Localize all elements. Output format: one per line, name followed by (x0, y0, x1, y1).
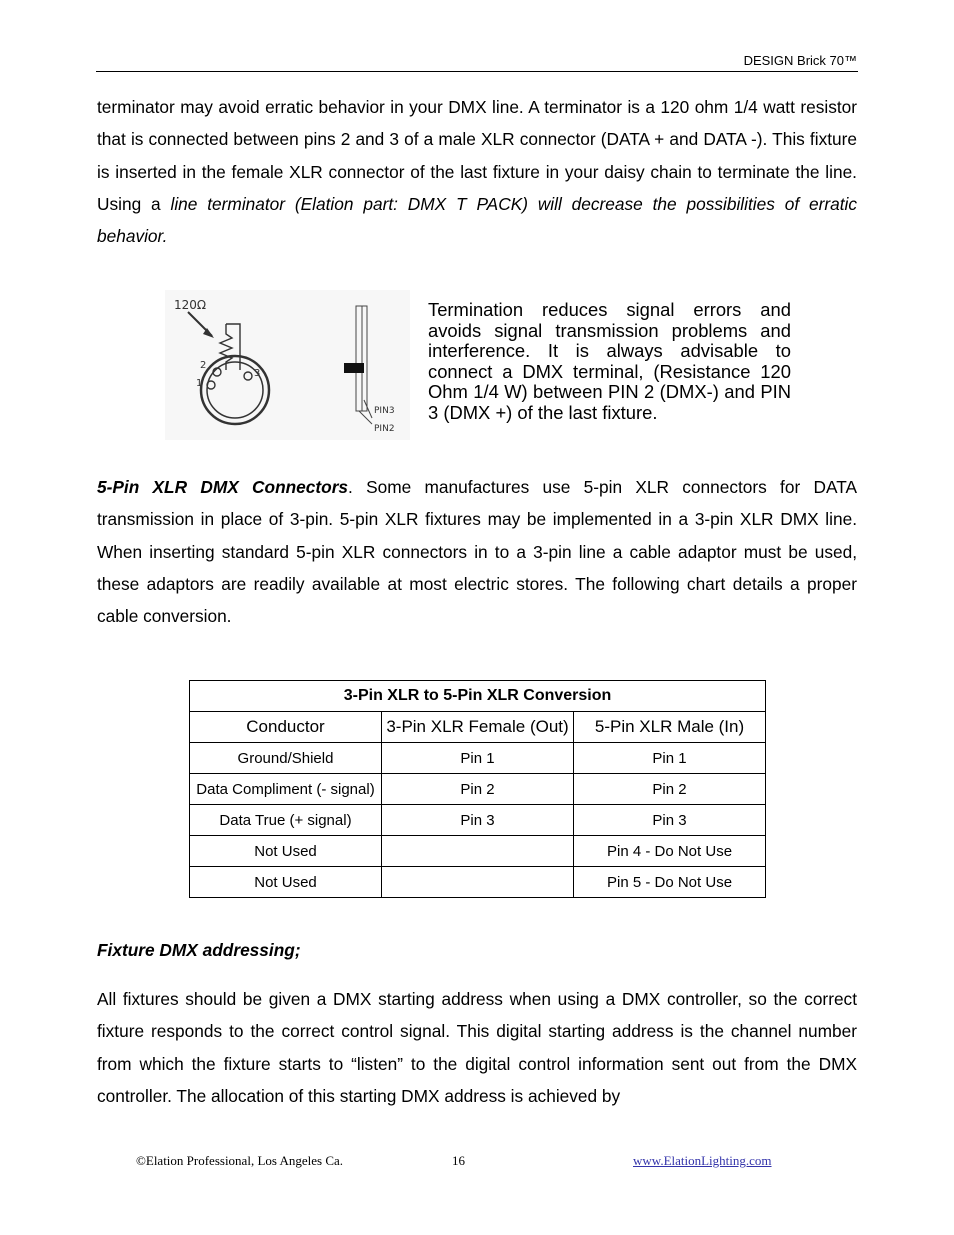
table-cell: Pin 3 (574, 805, 766, 836)
table-cell: Pin 5 - Do Not Use (574, 867, 766, 898)
table-header-row (190, 712, 766, 743)
addressing-heading: Fixture DMX addressing; (97, 940, 301, 960)
header-3pin: 3-Pin XLR Female (Out) (382, 712, 574, 743)
five-pin-paragraph (97, 471, 857, 632)
pin-label-2: 2 (200, 360, 207, 371)
footer-page-number: 16 (452, 1153, 465, 1168)
table-cell: Ground/Shield (190, 743, 382, 774)
table-cell (382, 836, 574, 867)
header-conductor: Conductor (190, 712, 382, 743)
plug-label-pin3: PIN3 (374, 406, 395, 416)
plug-body (344, 363, 364, 373)
intro-paragraph (97, 91, 857, 252)
footer-copyright: ©Elation Professional, Los Angeles Ca. (136, 1153, 344, 1168)
plug-label-pin2: PIN2 (374, 424, 395, 434)
header-title: DESIGN Brick 70™ (743, 53, 857, 68)
intro-text: terminator may avoid erratic behavior in your DMX line. A terminator is a 120 ohm 1/4 watt resistor that is connected between pins 2 and 3 of a male XLR connector (DATA + and DATA -). This fixture is inserted in the female XLR connector of the last fixture in your daisy chain to terminate the line. Using a (97, 97, 857, 214)
table-title: 3-Pin XLR to 5-Pin XLR Conversion (190, 681, 766, 712)
table-cell: Pin 1 (382, 743, 574, 774)
table-row (190, 836, 766, 867)
five-pin-text: . Some manufactures use 5-pin XLR connectors for DATA transmission in place of 3-pin. 5-pin XLR fixtures may be implemented in a 3-pin XLR DMX line. When inserting standard 5-pin XLR connectors in to a 3-pin line a cable adaptor must be used, these adaptors are readily available at most electric stores. The following chart details a proper cable conversion. (97, 477, 857, 627)
pin-label-3: 3 (254, 368, 261, 379)
table-cell: Not Used (190, 836, 382, 867)
termination-caption: Termination reduces signal errors and avoids signal transmission problems and interference. It is always advisable to connect a DMX terminal, (Resistance 120 Ohm 1/4 W) between PIN 2 (DMX-) and PIN 3 (DMX +) of the last fixture. (428, 299, 791, 423)
table-cell (382, 867, 574, 898)
table-cell: Data Compliment (- signal) (190, 774, 382, 805)
table-cell: Pin 2 (382, 774, 574, 805)
table-row (190, 867, 766, 898)
header-divider (96, 71, 858, 72)
header-5pin: 5-Pin XLR Male (In) (574, 712, 766, 743)
termination-figure (160, 290, 800, 440)
addressing-paragraph: All fixtures should be given a DMX starting address when using a DMX controller, so the correct fixture responds to the correct control signal. This digital starting address is the channel number from which the fixture starts to “listen” to the digital control information sent out from the DMX controller. The allocation of this starting DMX address is achieved by (97, 989, 857, 1106)
xlr-terminator-drawing (160, 290, 420, 440)
table-cell: Pin 3 (382, 805, 574, 836)
table-cell: Not Used (190, 867, 382, 898)
table-row (190, 743, 766, 774)
table-title-row (190, 681, 766, 712)
table-cell: Pin 4 - Do Not Use (574, 836, 766, 867)
intro-italic-text: line terminator (Elation part: DMX T PACK) will decrease the possibilities of erratic behavior. (97, 193, 857, 247)
table-cell: Pin 1 (574, 743, 766, 774)
conversion-table (189, 680, 766, 898)
table-row (190, 774, 766, 805)
table-cell: Pin 2 (574, 774, 766, 805)
table-cell: Data True (+ signal) (190, 805, 382, 836)
table-row (190, 805, 766, 836)
footer-website-link[interactable]: www.ElationLighting.com (633, 1153, 772, 1168)
resistor-label: 120Ω (174, 298, 207, 312)
five-pin-lead: 5-Pin XLR DMX Connectors (97, 477, 349, 497)
pin-label-1: 1 (196, 378, 203, 389)
